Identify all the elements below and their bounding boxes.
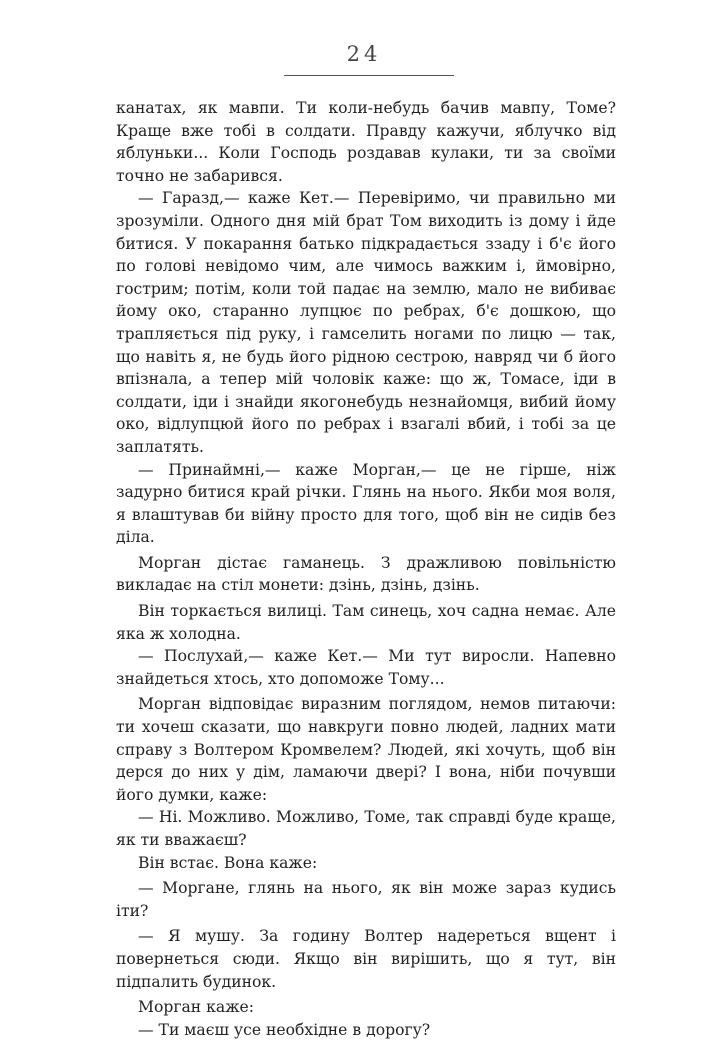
paragraph: — Я мушу. За годину Волтер надереться вщент і повернеться сюди. Якщо він вирішить, що я тут, він підпалить будинок. [116, 927, 616, 991]
paragraph: Він встає. Вона каже: [138, 853, 318, 872]
paragraph: — Моргане, глянь на нього, як він може зараз кудись іти? [116, 879, 616, 920]
paragraph: — Ти маєш усе необхідне в дорогу? [138, 1020, 431, 1039]
page-number: 24 [346, 42, 382, 66]
body-text [116, 97, 616, 1041]
paragraph: — Гаразд,— каже Кет.— Перевіримо, чи правильно ми зрозуміли. Одного дня мій брат Том виходить із дому і йде битися. У покарання батько підкрадається ззаду і б'є його по голові невідомо чим, але чимось важким і, ймовірно, гострим; потім, коли той падає на землю, мало не вибиває йому око, старанно лупцює по ребрах, б'є дошкою, що трапляється під руку, і гамселить ногами по лицю — так, що навіть я, не будь його рідною сестрою, навряд чи б його впізнала, а тепер мій чоловік каже: що ж, Томасе, іди в солдати, іди і знайди якогонебудь незнайомця, вибий йому око, відлупцюй його по ребрах і взагалі вбий, і тобі за це заплатять. [116, 189, 616, 456]
header-rule [284, 75, 454, 76]
paragraph: — Послухай,— каже Кет.— Ми тут виросли. Напевно знайдеться хтось, хто допоможе Тому... [116, 647, 616, 688]
paragraph: — Ні. Можливо. Можливо, Томе, так справді буде краще, як ти вважаєш? [116, 808, 616, 849]
paragraph: Морган дістає гаманець. З дражливою повільністю викладає на стіл монети: дзінь, дзінь, дзінь. [116, 553, 616, 595]
paragraph: Морган відповідає виразним поглядом, немов питаючи: ти хочеш сказати, що навкруги повно людей, ладних мати справу з Волтером Кромвелем? Людей, які хочуть, щоб він дерся до них у дім, ламаючи двері? І вона, ніби почувши його думки, каже: [116, 695, 616, 804]
paragraph: Морган каже: [138, 998, 255, 1017]
paragraph: Він торкається вилиці. Там синець, хоч садна немає. Але яка ж холодна. [116, 602, 616, 643]
paragraph: — Принаймні,— каже Морган,— це не гірше, ніж задурно битися край річки. Глянь на нього. Якби моя воля, я влаштував би війну просто для того, щоб він не сидів без діла. [116, 460, 616, 547]
paragraph: канатах, як мавпи. Ти коли-небудь бачив мавпу, Томе? Краще вже тобі в солдати. Правду кажучи, яблучко від яблуньки... Коли Господь роздавав кулаки, ти за своїми точно не забарився. [116, 99, 616, 185]
